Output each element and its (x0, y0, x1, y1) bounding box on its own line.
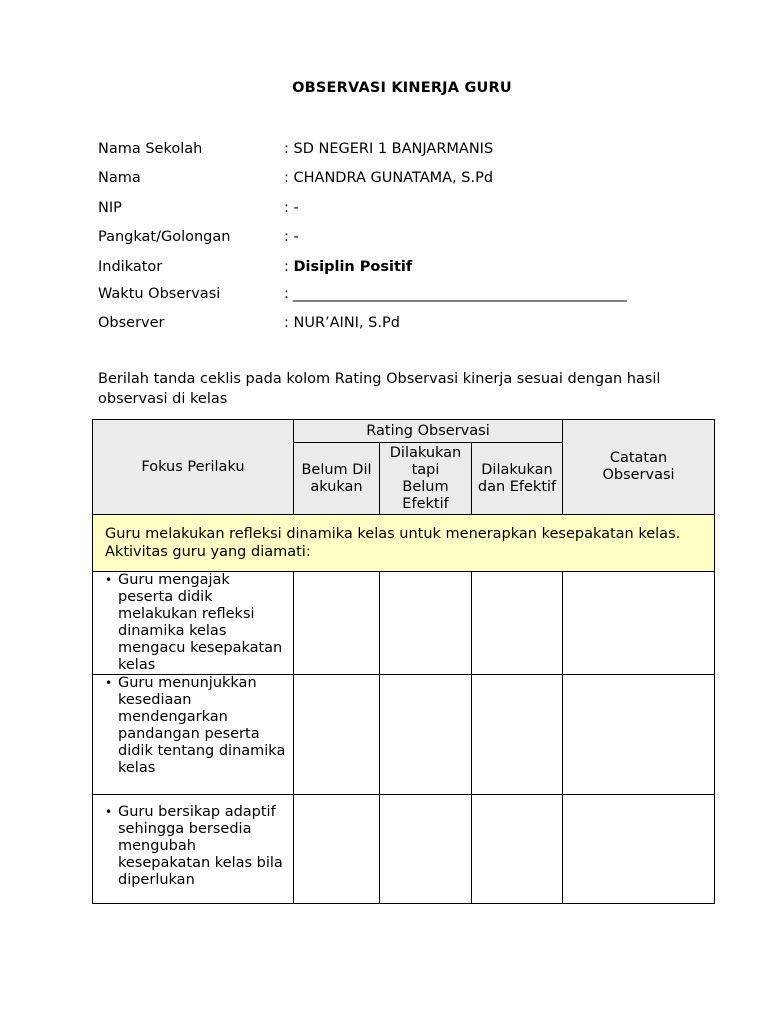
rating-cell-belum-dilakukan[interactable] (294, 675, 380, 795)
behavior-text: Guru bersikap adaptif sehingga bersedia mengubah kesepakatan kelas bila diperlukan (118, 804, 283, 888)
info-label: Waktu Observasi (98, 286, 221, 302)
bullet-icon: • (105, 573, 113, 587)
behavior-text: Guru mengajak peserta didik melakukan refleksi dinamika kelas mengacu kesepakatan kelas (118, 572, 283, 673)
instruction-text: Berilah tanda ceklis pada kolom Rating Observasi kinerja sesuai dengan hasil observasi di kelas (98, 371, 661, 407)
bullet-icon: • (105, 676, 113, 690)
info-label: Nama (98, 170, 141, 186)
rating-cell-efektif[interactable] (472, 572, 563, 675)
info-value (284, 257, 412, 277)
rating-cell-belum-efektif[interactable] (380, 572, 472, 675)
header-dilakukan-efektif: Dilakukan dan Efektif (472, 443, 563, 515)
catatan-cell[interactable] (563, 572, 715, 675)
info-value: : NUR’AINI, S.Pd (284, 315, 400, 331)
header-dilakukan-belum-efektif: Dilakukan tapi Belum Efektif (380, 443, 472, 515)
rating-cell-efektif[interactable] (472, 795, 563, 904)
info-label: NIP (98, 200, 122, 216)
behavior-cell (93, 795, 294, 904)
info-value: : - (284, 200, 299, 216)
info-label: Observer (98, 315, 165, 331)
info-label: Pangkat/Golongan (98, 229, 231, 245)
rating-cell-belum-dilakukan[interactable] (294, 572, 380, 675)
info-label: Indikator (98, 259, 163, 275)
rating-cell-belum-efektif[interactable] (380, 675, 472, 795)
info-value: : SD NEGERI 1 BANJARMANIS (284, 141, 494, 157)
info-value: : CHANDRA GUNATAMA, S.Pd (284, 170, 494, 186)
behavior-cell (93, 572, 294, 675)
header-fokus-perilaku: Fokus Perilaku (93, 420, 294, 515)
info-value-prefix: : (284, 259, 294, 275)
rating-cell-belum-efektif[interactable] (380, 795, 472, 904)
observation-table (92, 419, 715, 904)
indikator-value: Disiplin Positif (293, 259, 413, 275)
info-label: Nama Sekolah (98, 141, 203, 157)
catatan-cell[interactable] (563, 675, 715, 795)
rating-cell-efektif[interactable] (472, 675, 563, 795)
rating-cell-belum-dilakukan[interactable] (294, 795, 380, 904)
activity-banner: Guru melakukan refleksi dinamika kelas untuk menerapkan kesepakatan kelas. Aktivitas guru yang diamati: (93, 515, 715, 572)
header-catatan-observasi: Catatan Observasi (563, 420, 715, 515)
behavior-text: Guru menunjukkan kesediaan mendengarkan pandangan peserta didik tentang dinamika kelas (118, 675, 286, 776)
behavior-cell (93, 675, 294, 795)
bullet-icon: • (105, 805, 113, 819)
header-rating-observasi: Rating Observasi (294, 420, 563, 443)
document-title: OBSERVASI KINERJA GURU (292, 80, 512, 96)
catatan-cell[interactable] (563, 795, 715, 904)
header-belum-dilakukan: Belum Dilakukan (294, 443, 380, 515)
info-value-blank-line[interactable]: : ________________________________________________ (284, 286, 627, 302)
info-value: : - (284, 229, 299, 245)
